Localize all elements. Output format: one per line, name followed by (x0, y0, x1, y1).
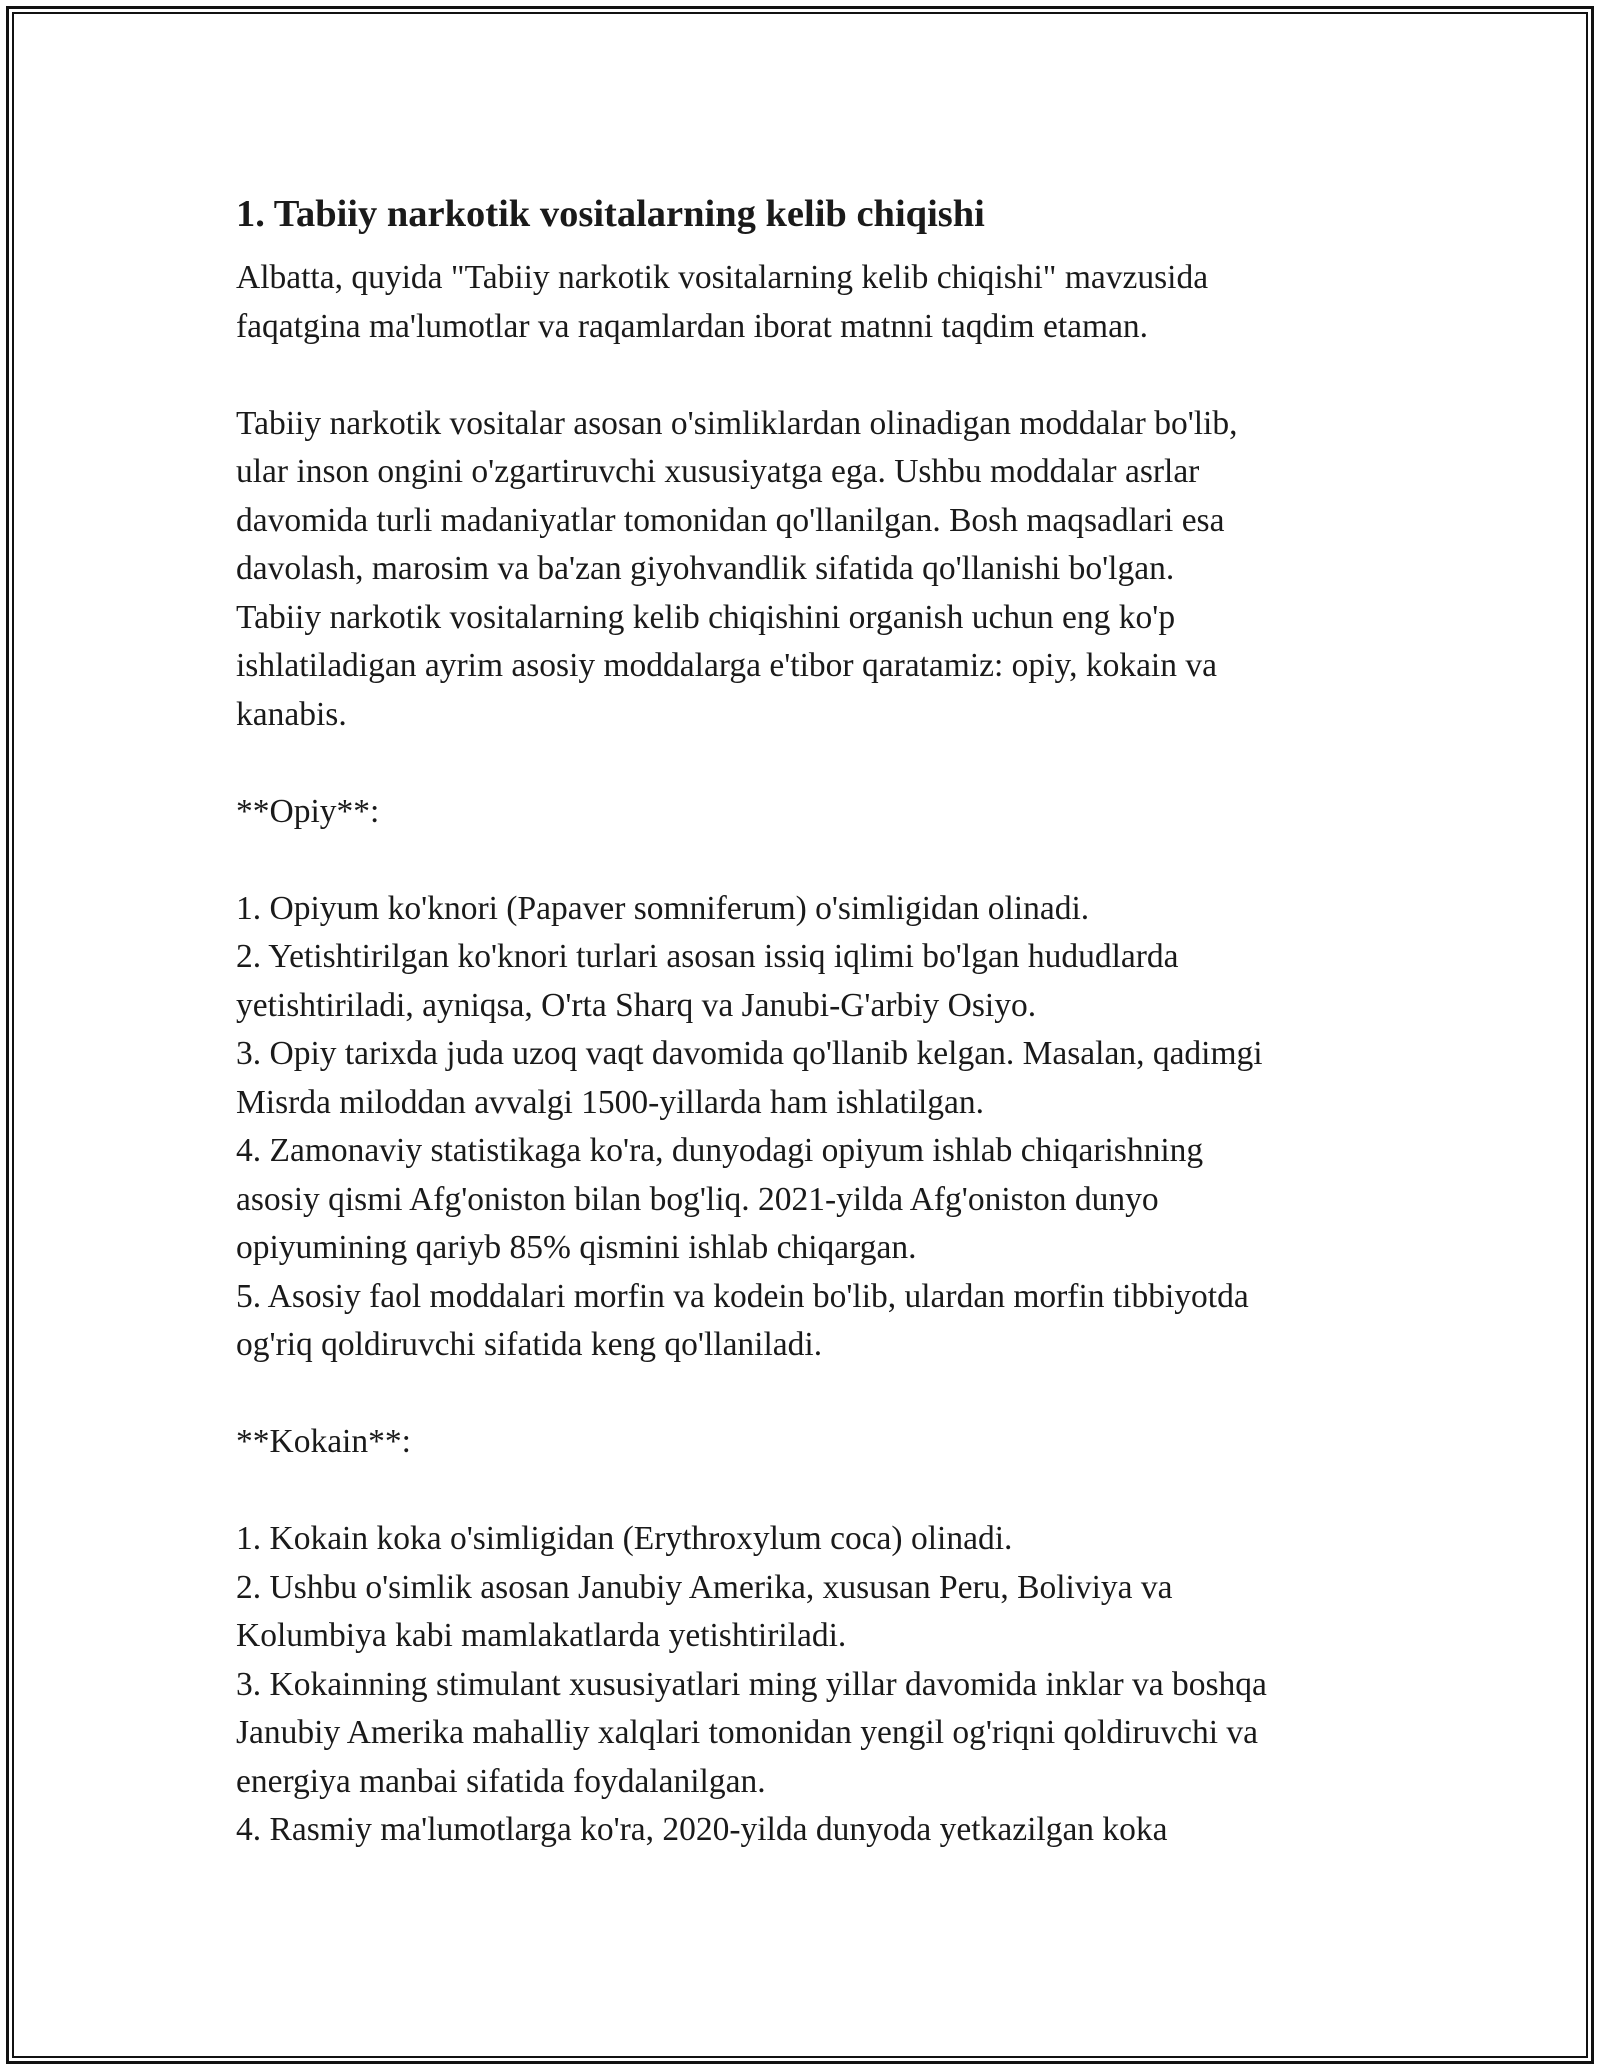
text-line: 3. Kokainning stimulant xususiyatlari ming yillar davomida inklar va boshqa (236, 1665, 1267, 1703)
paragraph (236, 254, 1396, 351)
text-line: 3. Opiy tarixda juda uzoq vaqt davomida qo'llanib kelgan. Masalan, qadimgi (236, 1035, 1263, 1072)
text-line: Janubiy Amerika mahalliy xalqlari tomonidan yengil og'riqni qoldiruvchi va (236, 1714, 1258, 1751)
text-line: og'riq qoldiruvchi sifatida keng qo'llaniladi. (236, 1326, 823, 1363)
text-line: 5. Asosiy faol moddalari morfin va kodein bo'lib, ulardan morfin tibbiyotda (236, 1277, 1249, 1315)
text-line: 1. Kokain koka o'simligidan (Erythroxylum coca) olinadi. (236, 1520, 1013, 1557)
text-line: Tabiiy narkotik vositalarning kelib chiqishini organish uchun eng ko'p (236, 598, 1176, 636)
text-line: 4. Zamonaviy statistikaga ko'ra, dunyodagi opiyum ishlab chiqarishning (236, 1132, 1204, 1169)
text-line: Tabiiy narkotik vositalar asosan o'simliklardan olinadigan moddalar bo'lib, (236, 404, 1238, 442)
text-line: ular inson ongini o'zgartiruvchi xususiyatga ega. Ushbu moddalar asrlar (236, 453, 1200, 490)
document-title: 1. Tabiiy narkotik vositalarning kelib chiqishi (236, 193, 985, 235)
text-line: 2. Ushbu o'simlik asosan Janubiy Amerika, xususan Peru, Boliviya va (236, 1568, 1173, 1606)
text-line: ishlatiladigan ayrim asosiy moddalarga e'tibor qaratamiz: opiy, kokain va (236, 647, 1217, 684)
paragraph-gap (236, 1467, 1396, 1516)
paragraph (236, 788, 1396, 837)
paragraph-gap (236, 739, 1396, 788)
text-line: 4. Rasmiy ma'lumotlarga ko'ra, 2020-yilda dunyoda yetkazilgan koka (236, 1811, 1168, 1848)
text-line: opiyumining qariyb 85% qismini ishlab chiqargan. (236, 1229, 917, 1266)
text-line: faqatgina ma'lumotlar va raqamlardan iborat matnni taqdim etaman. (236, 307, 1149, 345)
paragraph-gap (236, 351, 1396, 400)
document-body (236, 186, 1396, 1855)
text-line: yetishtiriladi, ayniqsa, O'rta Sharq va Janubi-G'arbiy Osiyo. (236, 986, 1037, 1024)
text-line: Kolumbiya kabi mamlakatlarda yetishtiriladi. (236, 1617, 847, 1654)
text-line: asosiy qismi Afg'oniston bilan bog'liq. 2021-yilda Afg'oniston dunyo (236, 1180, 1159, 1218)
text-line: davomida turli madaniyatlar tomonidan qo'llanilgan. Bosh maqsadlari esa (236, 501, 1225, 539)
paragraph-gap (236, 1370, 1396, 1419)
text-line: davolash, marosim va ba'zan giyohvandlik sifatida qo'llanishi bo'lgan. (236, 550, 1175, 587)
text-line: energiya manbai sifatida foydalanilgan. (236, 1762, 766, 1800)
text-line: 1. Opiyum ko'knori (Papaver somniferum) o'simligidan olinadi. (236, 889, 1090, 927)
text-line: **Kokain**: (236, 1423, 411, 1460)
text-line: Albatta, quyida "Tabiiy narkotik vositalarning kelib chiqishi" mavzusida (236, 259, 1209, 296)
paragraph (236, 1515, 1396, 1855)
text-line: Misrda miloddan avvalgi 1500-yillarda ham ishlatilgan. (236, 1083, 985, 1121)
paragraph (236, 400, 1396, 740)
text-line: 2. Yetishtirilgan ko'knori turlari asosan issiq iqlimi bo'lgan hududlarda (236, 938, 1179, 975)
paragraph-gap (236, 836, 1396, 885)
document-paragraphs (236, 254, 1396, 1855)
paragraph (236, 1418, 1396, 1467)
text-line: **Opiy**: (236, 792, 380, 830)
paragraph (236, 885, 1396, 1370)
text-line: kanabis. (236, 695, 347, 733)
